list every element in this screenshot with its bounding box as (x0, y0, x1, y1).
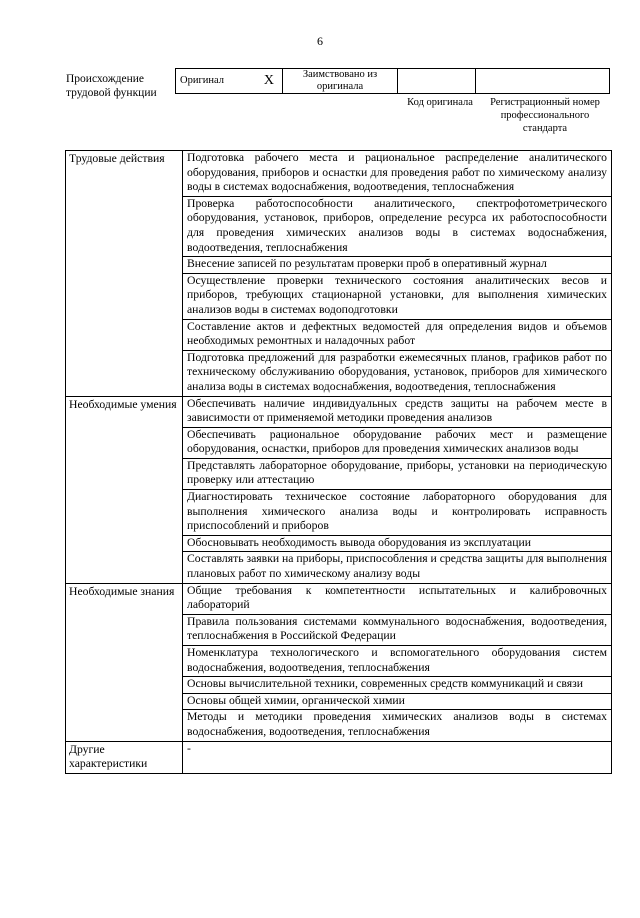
table-row (66, 151, 612, 197)
section-item: Основы общей химии, органической химии (183, 693, 612, 710)
origin-original-label: Оригинал (180, 75, 224, 86)
section-item: Обеспечивать рациональное оборудование рабочих мест и размещение оборудования, оснастки, приборов для проведения химических анализов воды (183, 427, 612, 458)
origin-original-cell (176, 69, 283, 94)
section-item: Обосновывать необходимость вывода оборудования из эксплуатации (183, 535, 612, 552)
table-row (66, 396, 612, 427)
table-row (66, 741, 612, 773)
origin-original-mark: X (263, 73, 274, 88)
origin-label: Происхождение трудовой функции (66, 73, 157, 99)
section-title: Необходимые знания (66, 583, 183, 741)
origin-borrowed-cell: Заимствовано из оригинала (283, 69, 398, 94)
section-item: Осуществление проверки технического состояния аналитических весов и приборов, требующих стационарной установки, для выполнения химических анализов воды в системах водоподготовки (183, 273, 612, 319)
section-item: Подготовка предложений для разработки ежемесячных планов, графиков работ по техническому обслуживанию оборудования, установок, приборов для химического анализа воды в системах водоснабжения, водоотведения, теплоснабжения (183, 350, 612, 396)
section-item: Проверка работоспособности аналитического, спектрофотометрического оборудования, установок, приборов, определение ресурса их работоспособности для проведения химических анализов воды в системах водоснабжения, водоотведения, теплоснабжения (183, 196, 612, 256)
function-table-body (66, 151, 612, 774)
section-item: Составление актов и дефектных ведомостей для определения видов и объемов необходимых ремонтных и наладочных работ (183, 319, 612, 350)
origin-reg-caption: Регистрационный номер профессионального стандарта (490, 97, 600, 134)
section-item: Внесение записей по результатам проверки проб в оперативный журнал (183, 257, 612, 274)
section-item: Правила пользования системами коммунального водоснабжения, водоотведения, теплоснабжения в Российской Федерации (183, 614, 612, 645)
section-title: Другие характеристики (66, 741, 183, 773)
page-number: 6 (317, 34, 323, 48)
origin-table (175, 68, 610, 94)
section-title: Трудовые действия (66, 151, 183, 397)
section-item: Представлять лабораторное оборудование, приборы, установки на периодическую проверку или аттестацию (183, 458, 612, 489)
section-item: Номенклатура технологического и вспомогательного оборудования систем водоснабжения, водоотведения, теплоснабжения (183, 646, 612, 677)
section-item: Общие требования к компетентности испытательных и калибровочных лабораторий (183, 583, 612, 614)
origin-code-caption: Код оригинала (407, 97, 473, 108)
section-item: Обеспечивать наличие индивидуальных средств защиты на рабочем месте в зависимости от применяемой методики проведения анализов (183, 396, 612, 427)
table-row (66, 583, 612, 614)
section-item: Основы вычислительной техники, современных средств коммуникаций и связи (183, 677, 612, 694)
section-item: Диагностировать техническое состояние лабораторного оборудования для выполнения химического анализа воды и контролировать исправность приспособлений и приборов (183, 490, 612, 536)
origin-code-cell (398, 69, 476, 94)
section-item: - (183, 741, 612, 773)
section-item: Методы и методики проведения химических анализов воды в системах водоснабжения, водоотведения, теплоснабжения (183, 710, 612, 741)
origin-reg-cell (476, 69, 610, 94)
section-title: Необходимые умения (66, 396, 183, 583)
function-table (65, 150, 612, 774)
section-item: Составлять заявки на приборы, приспособления и средства защиты для выполнения плановых работ по химическому анализу воды (183, 552, 612, 583)
section-item: Подготовка рабочего места и рациональное распределение аналитического оборудования, приборов и оснастки для проведения работ по химическому анализу воды в системах водоснабжения, водоотведения, теплоснабжения (183, 151, 612, 197)
